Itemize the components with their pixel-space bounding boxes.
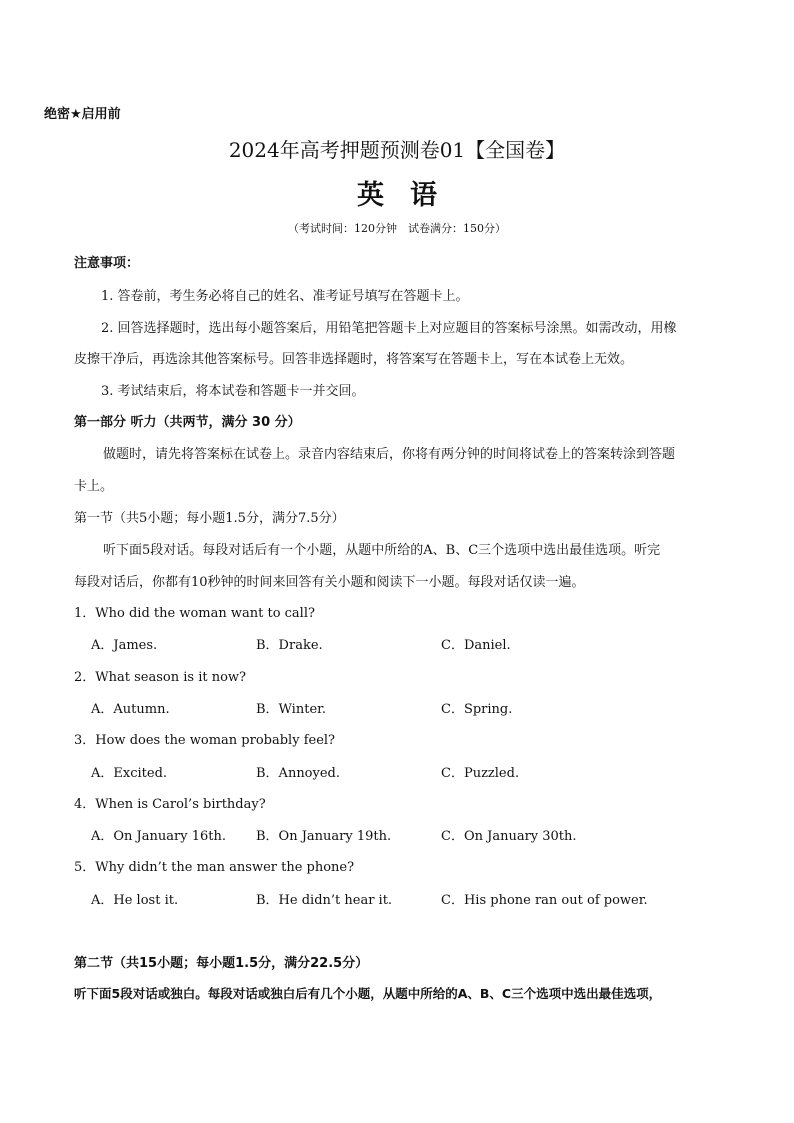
notice-item-2: 2. 回答选择题时，选出每小题答案后，用铅笔把答题卡上对应题目的答案标号涂黑。如需改动，用橡 xyxy=(101,321,677,336)
section1-instruction-line2: 每段对话后，你都有10秒钟的时间来回答有关小题和阅读下一小题。每段对话仅读一遍。 xyxy=(74,575,585,590)
option-a: A．Autumn. xyxy=(91,702,170,717)
notice-heading: 注意事项： xyxy=(74,256,140,271)
option-b: B．He didn’t hear it. xyxy=(256,893,393,908)
option-b: B．Winter. xyxy=(256,702,327,717)
question-stem: 3．How does the woman probably feel? xyxy=(74,733,336,748)
section2-instruction-line1: 听下面5段对话或独白。每段对话或独白后有几个小题，从题中所给的A、B、C三个选项中选出最佳选项， xyxy=(74,986,662,1001)
question-stem: 1．Who did the woman want to call? xyxy=(74,606,315,621)
option-a: A．James. xyxy=(91,638,158,653)
part1-instruction-line1: 做题时，请先将答案标在试卷上。录音内容结束后，你将有两分钟的时间将试卷上的答案转涂到答题 xyxy=(103,447,676,462)
part1-instruction-line2: 卡上。 xyxy=(74,479,114,494)
option-a: A．He lost it. xyxy=(91,893,179,908)
section2-heading: 第二节（共15小题；每小题1.5分，满分22.5分） xyxy=(74,956,369,971)
option-a: A．Excited. xyxy=(91,766,168,781)
question-stem: 2．What season is it now? xyxy=(74,670,247,685)
question-stem: 5．Why didn’t the man answer the phone? xyxy=(74,860,355,875)
confidential-label: 绝密★启用前 xyxy=(44,107,121,122)
exam-title: 2024年高考押题预测卷01【全国卷】 xyxy=(228,138,566,162)
notice-item-2-continued: 皮擦干净后，再选涂其他答案标号。回答非选择题时，将答案写在答题卡上，写在本试卷上无效。 xyxy=(74,352,634,367)
option-c: C．His phone ran out of power. xyxy=(441,893,648,908)
exam-time-info: （考试时间：120分钟 试卷满分：150分） xyxy=(288,222,506,235)
option-c: C．Spring. xyxy=(441,702,513,717)
question-stem: 4．When is Carol’s birthday? xyxy=(74,797,266,812)
option-a: A．On January 16th. xyxy=(91,829,226,844)
section1-instruction-line1: 听下面5段对话。每段对话后有一个小题，从题中所给的A、B、C三个选项中选出最佳选项。听完 xyxy=(103,543,661,558)
option-c: C．On January 30th. xyxy=(441,829,577,844)
notice-item-3: 3. 考试结束后，将本试卷和答题卡一并交回。 xyxy=(101,384,365,399)
notice-item-1: 1. 答卷前，考生务必将自己的姓名、准考证号填写在答题卡上。 xyxy=(101,289,469,304)
subject-title: 英语 xyxy=(357,180,463,211)
part1-heading: 第一部分 听力（共两节，满分 30 分） xyxy=(74,415,301,430)
section1-heading: 第一节（共5小题；每小题1.5分，满分7.5分） xyxy=(74,511,345,526)
option-b: B．Drake. xyxy=(256,638,323,653)
option-c: C．Daniel. xyxy=(441,638,511,653)
option-b: B．On January 19th. xyxy=(256,829,392,844)
option-b: B．Annoyed. xyxy=(256,766,341,781)
option-c: C．Puzzled. xyxy=(441,766,520,781)
